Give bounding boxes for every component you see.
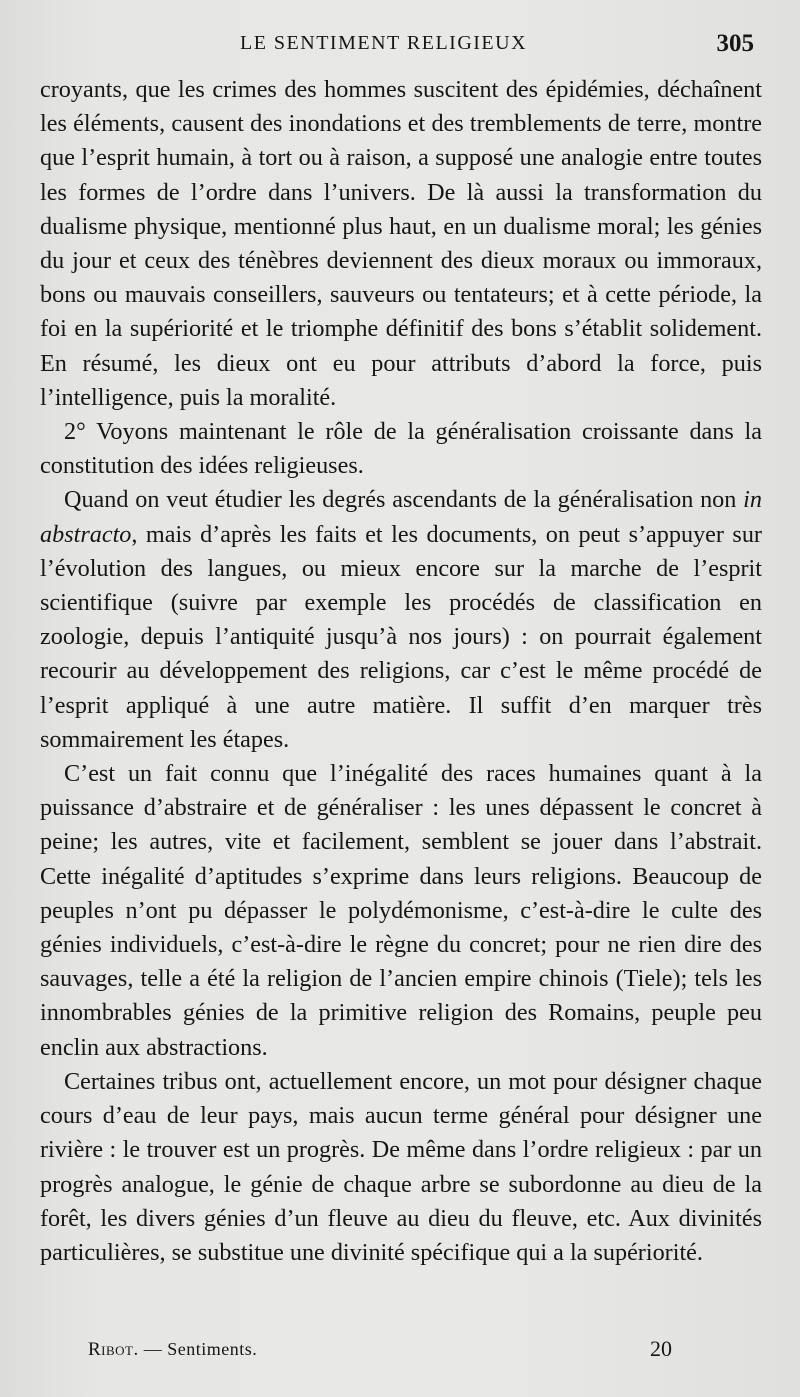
page-footer — [40, 1336, 762, 1366]
body-text — [40, 73, 762, 1270]
paragraph-abstracto-after: , mais d’après les faits et les documents, on peut s’appuyer sur l’évolution des langues, ou mieux encore sur la marche de l’esprit scientifique (suivre par exemple les procédés de classification en zoologie, depuis l’antiquité jusqu’à nos jours) : on pourrait également recourir au développement des religions, car c’est le même procédé de l’esprit appliqué à une autre matière. Il suffit d’en marquer très sommairement les étapes. — [40, 520, 762, 753]
italic-in-abstracto: in abstracto — [40, 486, 762, 548]
footer-author: Ribot. — [88, 1339, 139, 1360]
paragraph-tribus: Certaines tribus ont, actuellement encore, un mot pour désigner chaque cours d’eau de leur pays, mais aucun terme général pour désigner une rivière : le trouver est un progrès. De même dans l’ordre religieux : par un progrès analogue, le génie de chaque arbre se subordonne au dieu de la forêt, les divers génies d’un fleuve au dieu du fleuve, etc. Aux divinités particulières, se substitue une divinité spécifique qui a la supériorité. — [40, 1067, 762, 1266]
paragraph-abstracto — [40, 483, 762, 757]
footer-dash: — — [143, 1339, 163, 1359]
running-head: LE SENTIMENT RELIGIEUX — [240, 32, 528, 54]
paragraph-abstracto-before: Quand on veut étudier les degrés ascendants de la généralisation non — [64, 486, 744, 514]
paragraph-generalisation: 2° Voyons maintenant le rôle de la généralisation croissante dans la constitution des idées religieuses. — [40, 418, 762, 480]
paragraph-continuation: croyants, que les crimes des hommes suscitent des épidémies, déchaînent les éléments, causent des inondations et des tremblements de terre, montre que l’esprit humain, à tort ou à raison, a supposé une analogie entre toutes les formes de l’ordre dans l’univers. De là aussi la transformation du dualisme physique, mentionné plus haut, en un dualisme moral; les génies du jour et ceux des ténèbres deviennent des dieux moraux ou immoraux, bons ou mauvais conseillers, sauveurs ou tentateurs; et à cette période, la foi en la supériorité et le triomphe définitif des bons s’établit solidement. En résumé, les dieux ont eu pour attributs d’abord la force, puis l’intelligence, puis la moralité. — [40, 76, 762, 411]
paragraph-races: C’est un fait connu que l’inégalité des races humaines quant à la puissance d’abstraire et de généraliser : les unes dépassent le concret à peine; les autres, vite et facilement, semblent se jouer dans l’abstrait. Cette inégalité d’aptitudes s’exprime dans leurs religions. Beaucoup de peuples n’ont pu dépasser le polydémonisme, c’est-à-dire le culte des génies individuels, c’est-à-dire le règne du concret; pour ne rien dire des sauvages, telle a été la religion de l’ancien empire chinois (Tiele); tels les innombrables génies de la primitive religion des Romains, peuple peu enclin aux abstractions. — [40, 760, 762, 1061]
signature-line — [88, 1339, 257, 1361]
footer-title: Sentiments. — [167, 1339, 258, 1359]
page-header — [40, 30, 762, 66]
page-number: 305 — [716, 30, 754, 57]
sheet-number: 20 — [650, 1336, 672, 1361]
